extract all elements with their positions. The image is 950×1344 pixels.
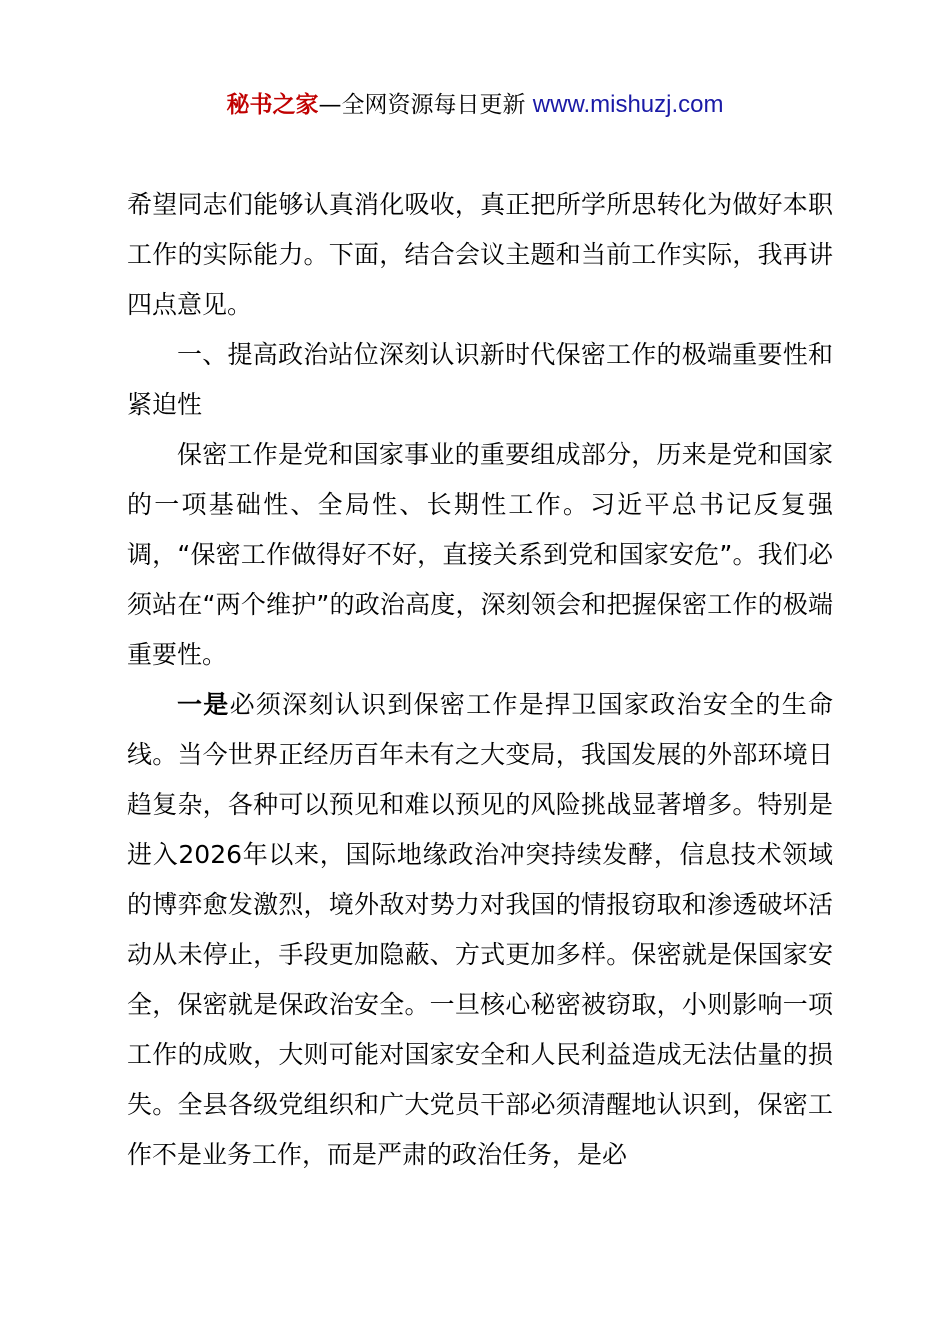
paragraph-section-1: 保密工作是党和国家事业的重要组成部分，历来是党和国家的一项基础性、全局性、长期性工作。习近平总书记反复强调，“保密工作做得好不好，直接关系到党和国家安危”。我们必须站在“两个维护”的政治高度，深刻领会和把握保密工作的极端重要性。 — [127, 440, 833, 669]
section-heading-1: 一、提高政治站位深刻认识新时代保密工作的极端重要性和紧迫性 — [127, 340, 833, 419]
document-body — [127, 180, 833, 1180]
site-url-link[interactable]: www.mishuzj.com — [532, 91, 724, 118]
point-text: 必须深刻认识到保密工作是捍卫国家政治安全的生命线。当今世界正经历百年未有之大变局，我国发展的外部环境日趋复杂，各种可以预见和难以预见的风险挑战显著增多。特别是进入2026年以来，国际地缘政治冲突持续发酵，信息技术领域的博弈愈发激烈，境外敌对势力对我国的情报窃取和渗透破坏活动从未停止，手段更加隐蔽、方式更加多样。保密就是保国家安全，保密就是保政治安全。一旦核心秘密被窃取，小则影响一项工作的成败，大则可能对国家安全和人民利益造成无法估量的损失。全县各级党组织和广大党员干部必须清醒地认识到，保密工作不是业务工作，而是严肃的政治任务，是必 — [127, 690, 833, 1169]
point-lead: 一是 — [177, 690, 230, 719]
paragraph-point-1 — [127, 680, 833, 1180]
header-tagline: —全网资源每日更新 — [318, 92, 533, 118]
site-header — [0, 88, 950, 122]
paragraph-intro: 希望同志们能够认真消化吸收，真正把所学所思转化为做好本职工作的实际能力。下面，结合会议主题和当前工作实际，我再讲四点意见。 — [127, 190, 833, 319]
brand-name: 秘书之家 — [226, 92, 319, 118]
